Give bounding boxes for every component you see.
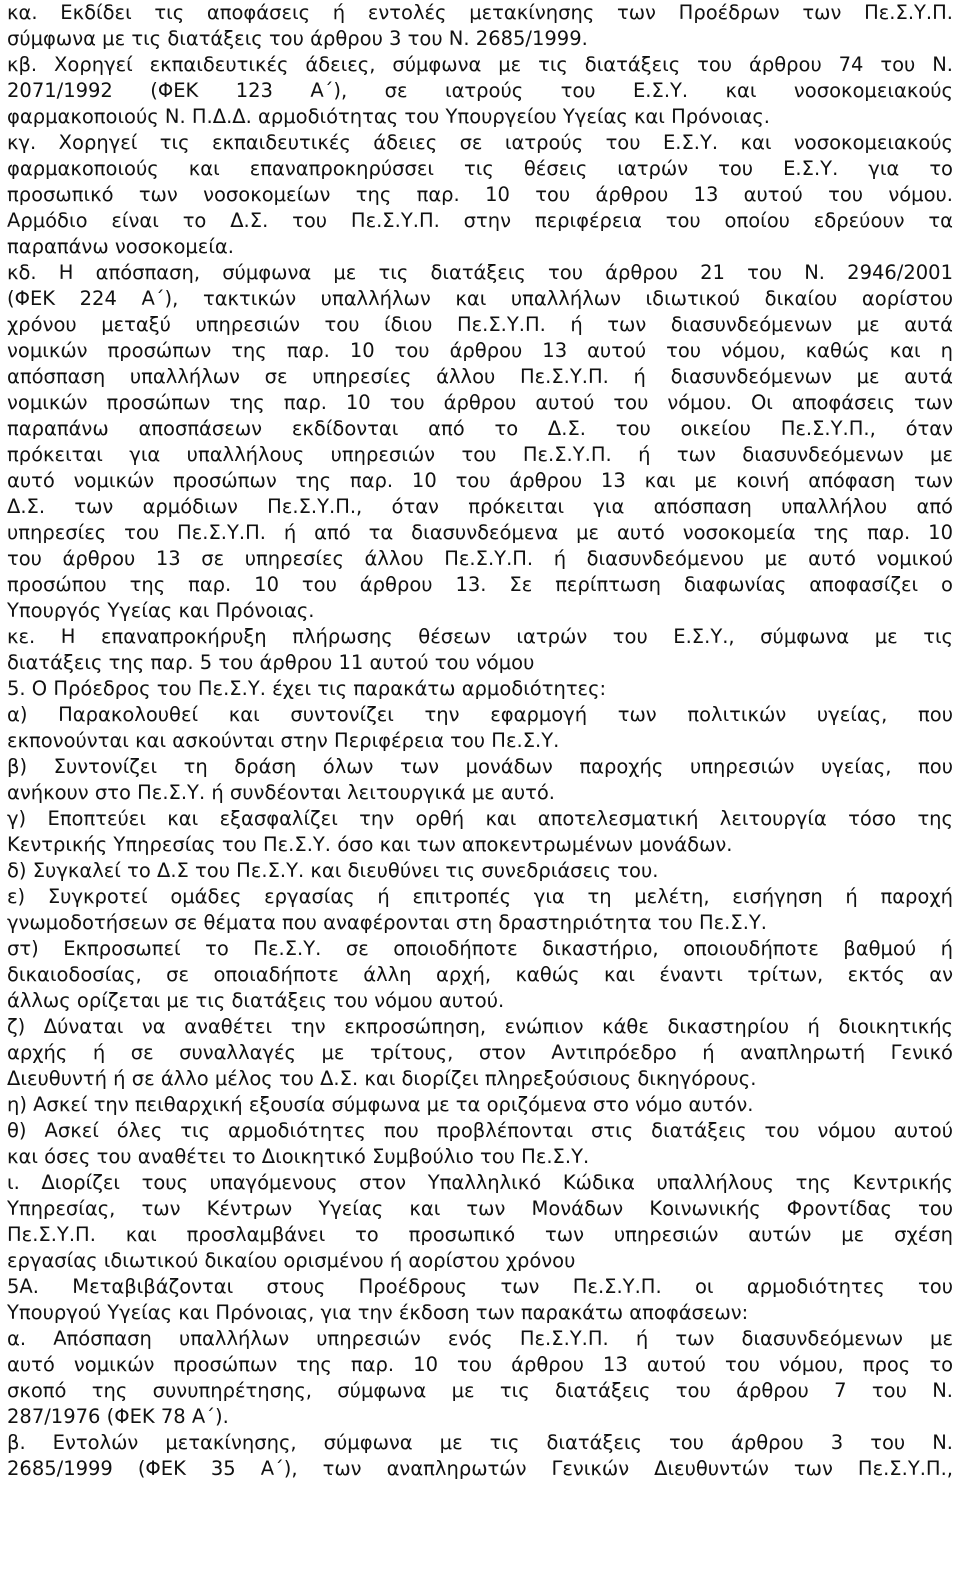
text-line: φαρμακοποιούς Ν. Π.Δ.Δ. αρμοδιότητας του Υπουργείου Υγείας και Πρόνοιας. [7, 105, 770, 128]
text-line: 5. Ο Πρόεδρος του Πε.Σ.Υ. έχει τις παρακάτω αρμοδιότητες: [7, 677, 607, 700]
text-line: προσωπικό των νοσοκομείων της παρ. 10 του άρθρου 13 αυτού του νόμου. [7, 183, 953, 206]
text-line: ε) Συγκροτεί ομάδες εργασίας ή επιτροπές για τη μελέτη, εισήγηση ή παροχή [7, 885, 953, 908]
text-line: Πε.Σ.Υ.Π. και προσλαμβάνει το προσωπικό των υπηρεσιών αυτών με σχέση [7, 1223, 953, 1246]
text-line: κα. Εκδίδει τις αποφάσεις ή εντολές μετακίνησης των Προέδρων των Πε.Σ.Υ.Π. [7, 1, 953, 24]
text-line: άλλως ορίζεται με τις διατάξεις του νόμου αυτού. [7, 989, 505, 1012]
text-line: Δ.Σ. των αρμόδιων Πε.Σ.Υ.Π., όταν πρόκειται για απόσπαση υπαλλήλου από [7, 495, 953, 518]
text-line: νομικών προσώπων της παρ. 10 του άρθρου αυτού του νόμου. Οι αποφάσεις των [7, 391, 953, 414]
text-line: γνωμοδοτήσεων σε θέματα που αναφέρονται στη δραστηριότητα του Πε.Σ.Υ. [7, 911, 768, 934]
text-line: στ) Εκπροσωπεί το Πε.Σ.Υ. σε οποιοδήποτε δικαστήριο, οποιουδήποτε βαθμού ή [7, 937, 953, 960]
text-line: απόσπαση υπαλλήλων σε υπηρεσίες άλλου Πε.Σ.Υ.Π. ή διασυνδεόμενων με αυτά [7, 365, 953, 388]
text-line: Υπηρεσίας, των Κέντρων Υγείας και των Μονάδων Κοινωνικής Φροντίδας του [7, 1197, 953, 1220]
text-line: ι. Διορίζει τους υπαγόμενους στον Υπαλληλικό Κώδικα υπαλλήλους της Κεντρικής [7, 1171, 953, 1194]
text-line: ζ) Δύναται να αναθέτει την εκπροσώπηση, ενώπιον κάθε δικαστηρίου ή διοικητικής [7, 1015, 953, 1038]
text-line: παραπάνω αποσπάσεων εκδίδονται από το Δ.Σ. του οικείου Πε.Σ.Υ.Π., όταν [7, 417, 953, 440]
text-line: Διευθυντή ή σε άλλο μέλος του Δ.Σ. και διορίζει πληρεξούσιους δικηγόρους. [7, 1067, 757, 1090]
text-line: και όσες του αναθέτει το Διοικητικό Συμβούλιο του Πε.Σ.Υ. [7, 1145, 590, 1168]
text-line: β. Εντολών μετακίνησης, σύμφωνα με τις διατάξεις του άρθρου 3 του Ν. [7, 1431, 953, 1454]
text-line: αυτό νομικών προσώπων της παρ. 10 του άρθρου 13 και με κοινή απόφαση των [7, 469, 953, 492]
text-line: κγ. Χορηγεί τις εκπαιδευτικές άδειες σε ιατρούς του Ε.Σ.Υ. και νοσοκομειακούς [7, 131, 953, 154]
text-line: 5Α. Μεταβιβάζονται στους Προέδρους των Πε.Σ.Υ.Π. οι αρμοδιότητες του [7, 1275, 953, 1298]
text-line: υπηρεσίες του Πε.Σ.Υ.Π. ή από τα διασυνδεόμενα με αυτό νοσοκομεία της παρ. 10 [7, 521, 953, 544]
text-line: (ΦΕΚ 224 Α΄), τακτικών υπαλλήλων και υπαλλήλων ιδιωτικού δικαίου αορίστου [7, 287, 953, 310]
text-line: κβ. Χορηγεί εκπαιδευτικές άδειες, σύμφωνα με τις διατάξεις του άρθρου 74 του Ν. [7, 53, 953, 76]
text-line: 287/1976 (ΦΕΚ 78 Α΄). [7, 1405, 229, 1428]
text-line: Κεντρικής Υπηρεσίας του Πε.Σ.Υ. όσο και των αποκεντρωμένων μονάδων. [7, 833, 733, 856]
text-line: γ) Εποπτεύει και εξασφαλίζει την ορθή και αποτελεσματική λειτουργία τόσο της [7, 807, 953, 830]
text-line: πρόκειται για υπαλλήλους υπηρεσιών του Πε.Σ.Υ.Π. ή των διασυνδεόμενων με [7, 443, 953, 466]
text-line: προσώπου της παρ. 10 του άρθρου 13. Σε περίπτωση διαφωνίας αποφασίζει ο [7, 573, 953, 596]
text-line: εργασίας ιδιωτικού δικαίου ορισμένου ή αορίστου χρόνου [7, 1249, 576, 1272]
text-line: φαρμακοποιούς και επαναπροκηρύσσει τις θέσεις ιατρών του Ε.Σ.Υ. για το [7, 157, 953, 180]
text-line: νομικών προσώπων της παρ. 10 του άρθρου 13 αυτού του νόμου, καθώς και η [7, 339, 953, 362]
text-line: Υπουργού Υγείας και Πρόνοιας, για την έκδοση των παρακάτω αποφάσεων: [7, 1301, 749, 1324]
text-line: χρόνου μεταξύ υπηρεσιών του ίδιου Πε.Σ.Υ.Π. ή των διασυνδεόμενων με αυτά [7, 313, 953, 336]
text-line: θ) Ασκεί όλες τις αρμοδιότητες που προβλέπονται στις διατάξεις του νόμου αυτού [7, 1119, 953, 1142]
text-line: εκπονούνται και ασκούνται στην Περιφέρεια του Πε.Σ.Υ. [7, 729, 560, 752]
text-line: 2071/1992 (ΦΕΚ 123 Α΄), σε ιατρούς του Ε.Σ.Υ. και νοσοκομειακούς [7, 79, 953, 102]
text-line: η) Ασκεί την πειθαρχική εξουσία σύμφωνα με τα οριζόμενα στο νόμο αυτόν. [7, 1093, 754, 1116]
text-line: του άρθρου 13 σε υπηρεσίες άλλου Πε.Σ.Υ.Π. ή διασυνδεόμενου με αυτό νομικού [7, 547, 953, 570]
text-line: Υπουργός Υγείας και Πρόνοιας. [7, 599, 315, 622]
text-line: αρχής ή σε συναλλαγές με τρίτους, στον Αντιπρόεδρο ή αναπληρωτή Γενικό [7, 1041, 953, 1064]
text-line: κδ. Η απόσπαση, σύμφωνα με τις διατάξεις του άρθρου 21 του Ν. 2946/2001 [7, 261, 953, 284]
text-line: παραπάνω νοσοκομεία. [7, 235, 234, 258]
text-line: ανήκουν στο Πε.Σ.Υ. ή συνδέονται λειτουργικά με αυτό. [7, 781, 555, 804]
text-line: δ) Συγκαλεί το Δ.Σ του Πε.Σ.Υ. και διευθύνει τις συνεδριάσεις του. [7, 859, 659, 882]
text-line: διατάξεις της παρ. 5 του άρθρου 11 αυτού του νόμου [7, 651, 535, 674]
text-line: δικαιοδοσίας, σε οποιαδήποτε άλλη αρχή, καθώς και έναντι τρίτων, εκτός αν [7, 963, 953, 986]
text-line: α) Παρακολουθεί και συντονίζει την εφαρμογή των πολιτικών υγείας, που [7, 703, 953, 726]
text-line: Αρμόδιο είναι το Δ.Σ. του Πε.Σ.Υ.Π. στην περιφέρεια του οποίου εδρεύουν τα [7, 209, 953, 232]
text-line: β) Συντονίζει τη δράση όλων των μονάδων παροχής υπηρεσιών υγείας, που [7, 755, 953, 778]
text-line: σύμφωνα με τις διατάξεις του άρθρου 3 του Ν. 2685/1999. [7, 27, 588, 50]
text-line: α. Απόσπαση υπαλλήλων υπηρεσιών ενός Πε.Σ.Υ.Π. ή των διασυνδεόμενων με [7, 1327, 953, 1350]
text-line: κε. Η επαναπροκήρυξη πλήρωσης θέσεων ιατρών του Ε.Σ.Υ., σύμφωνα με τις [7, 625, 953, 648]
text-line: αυτό νομικών προσώπων της παρ. 10 του άρθρου 13 αυτού του νόμου, προς το [7, 1353, 953, 1376]
text-line: σκοπό της συνυπηρέτησης, σύμφωνα με τις διατάξεις του άρθρου 7 του Ν. [7, 1379, 953, 1402]
text-line: 2685/1999 (ΦΕΚ 35 Α΄), των αναπληρωτών Γενικών Διευθυντών των Πε.Σ.Υ.Π., [7, 1457, 953, 1480]
